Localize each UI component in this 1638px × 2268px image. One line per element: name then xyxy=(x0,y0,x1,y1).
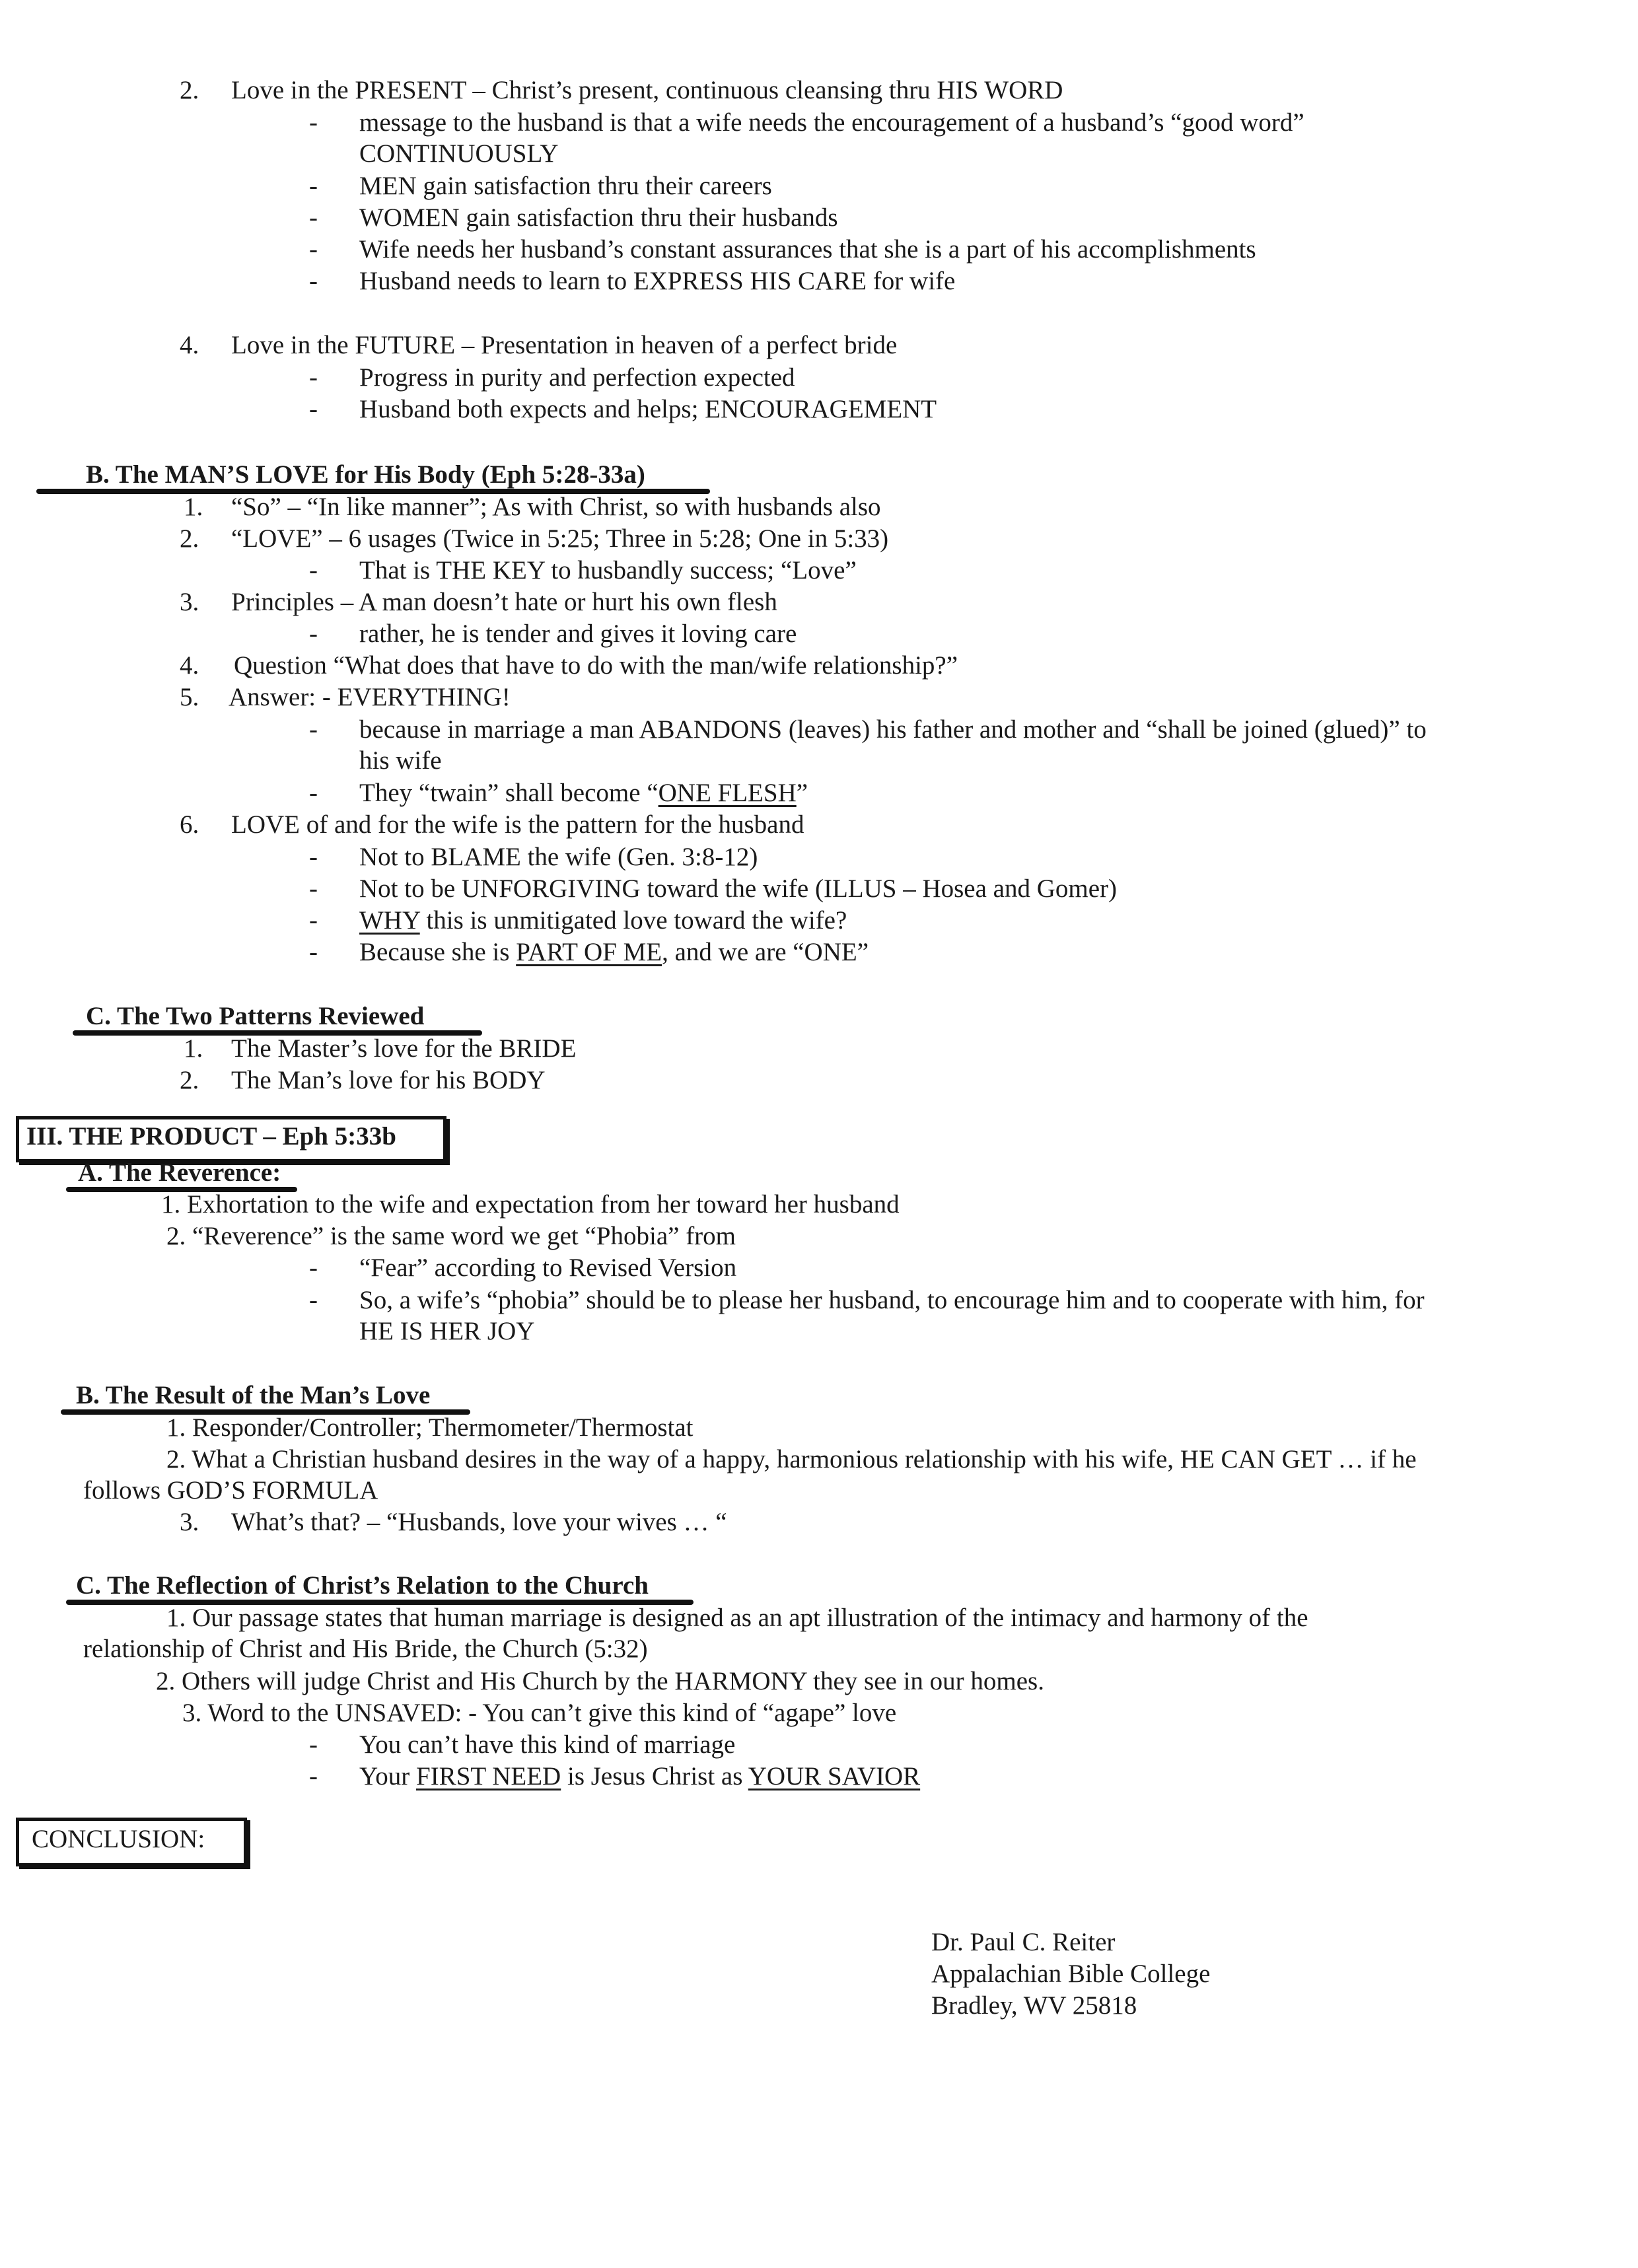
subsection-heading: C. The Reflection of Christ’s Relation to the Church xyxy=(76,1571,649,1600)
item-text: 2. Others will judge Christ and His Church by the HARMONY they see in our homes. xyxy=(156,1667,1044,1695)
item-number: 1. xyxy=(184,1034,203,1063)
item-text: 1. Our passage states that human marriage is designed as an apt illustration of the intimacy and harmony of the xyxy=(166,1604,1308,1632)
text-segment: Your xyxy=(359,1762,416,1790)
item-text-cont: relationship of Christ and His Bride, the Church (5:32) xyxy=(83,1635,648,1663)
bullet-text-cont: HE IS HER JOY xyxy=(359,1317,535,1345)
item-number: 6. xyxy=(180,810,199,839)
bullet-dash: - xyxy=(309,906,318,935)
bullet-text: That is THE KEY to husbandly success; “Love” xyxy=(359,556,857,585)
bullet-text: You can’t have this kind of marriage xyxy=(359,1730,736,1759)
bullet-text: rather, he is tender and gives it loving care xyxy=(359,620,797,648)
bullet-dash: - xyxy=(309,938,318,966)
bullet-dash: - xyxy=(309,235,318,264)
author-college: Appalachian Bible College xyxy=(931,1960,1211,1988)
author-address: Bradley, WV 25818 xyxy=(931,1991,1137,2020)
bullet-dash: - xyxy=(309,1762,318,1790)
text-segment: ” xyxy=(796,779,808,807)
bullet-text: Husband needs to learn to EXPRESS HIS CARE for wife xyxy=(359,267,956,295)
bullet-dash: - xyxy=(309,843,318,871)
subsection-heading: B. The Result of the Man’s Love xyxy=(76,1381,431,1409)
item-number: 2. xyxy=(180,76,199,104)
subsection-heading: A. The Reverence: xyxy=(78,1158,281,1187)
text-segment: They “twain” shall become “ xyxy=(359,779,659,807)
bullet-dash: - xyxy=(309,556,318,585)
bullet-text xyxy=(359,905,847,936)
author-name: Dr. Paul C. Reiter xyxy=(931,1928,1116,1956)
bullet-text: Wife needs her husband’s constant assurances that she is a part of his accomplishments xyxy=(359,235,1256,264)
underlined-text: FIRST NEED xyxy=(416,1762,561,1790)
item-number: 4. xyxy=(180,651,199,680)
item-text: “So” – “In like manner”; As with Christ, so with husbands also xyxy=(231,493,881,521)
item-number: 1. xyxy=(184,493,203,521)
bullet-dash: - xyxy=(309,1730,318,1759)
bullet-dash: - xyxy=(309,1254,318,1282)
item-text: Principles – A man doesn’t hate or hurt his own flesh xyxy=(231,588,777,616)
item-number: 2. xyxy=(180,1066,199,1094)
section-heading: B. The MAN’S LOVE for His Body (Eph 5:28-33a) xyxy=(86,460,645,489)
item-number: 2. xyxy=(180,524,199,553)
item-text: What’s that? – “Husbands, love your wives … “ xyxy=(231,1508,727,1536)
bullet-dash: - xyxy=(309,108,318,137)
item-text: 1. Responder/Controller; Thermometer/Thermostat xyxy=(166,1413,694,1442)
section-title: III. THE PRODUCT – Eph 5:33b xyxy=(26,1122,396,1151)
underlined-text: ONE FLESH xyxy=(658,779,797,807)
bullet-dash: - xyxy=(309,267,318,295)
item-text: 1. Exhortation to the wife and expectation from her toward her husband xyxy=(161,1190,900,1219)
item-text: Answer: - EVERYTHING! xyxy=(229,683,511,711)
bullet-text-cont: his wife xyxy=(359,746,442,775)
underlined-text: PART OF ME xyxy=(516,938,662,966)
item-text: 2. “Reverence” is the same word we get “Phobia” from xyxy=(166,1222,736,1250)
underlined-text: WHY xyxy=(359,906,420,935)
item-number: 5. xyxy=(180,683,199,711)
bullet-text xyxy=(359,778,808,808)
item-text: 3. Word to the UNSAVED: - You can’t give this kind of “agape” love xyxy=(182,1699,897,1727)
text-segment: Because she is xyxy=(359,938,516,966)
bullet-text: Progress in purity and perfection expected xyxy=(359,363,795,392)
bullet-text: Not to be UNFORGIVING toward the wife (ILLUS – Hosea and Gomer) xyxy=(359,874,1117,903)
item-number: 4. xyxy=(180,331,199,359)
item-text: LOVE of and for the wife is the pattern for the husband xyxy=(231,810,804,839)
bullet-text: Husband both expects and helps; ENCOURAGEMENT xyxy=(359,395,937,423)
bullet-dash: - xyxy=(309,874,318,903)
bullet-text: WOMEN gain satisfaction thru their husbands xyxy=(359,203,838,232)
section-heading: C. The Two Patterns Reviewed xyxy=(86,1002,425,1030)
item-love-future: Love in the FUTURE – Presentation in heaven of a perfect bride xyxy=(231,331,898,359)
conclusion-label: CONCLUSION: xyxy=(32,1825,205,1853)
bullet-dash: - xyxy=(309,395,318,423)
bullet-text: because in marriage a man ABANDONS (leaves) his father and mother and “shall be joined (glued)” to xyxy=(359,715,1427,744)
item-text: The Man’s love for his BODY xyxy=(231,1066,546,1094)
bullet-text: message to the husband is that a wife needs the encouragement of a husband’s “good word” xyxy=(359,108,1304,137)
text-segment: is Jesus Christ as xyxy=(561,1762,748,1790)
bullet-text: MEN gain satisfaction thru their careers xyxy=(359,172,772,200)
item-text-cont: follows GOD’S FORMULA xyxy=(83,1476,378,1505)
bullet-dash: - xyxy=(309,172,318,200)
item-number: 3. xyxy=(180,1508,199,1536)
bullet-dash: - xyxy=(309,779,318,807)
text-segment: this is unmitigated love toward the wife? xyxy=(419,906,847,935)
item-text: The Master’s love for the BRIDE xyxy=(231,1034,577,1063)
bullet-text: “Fear” according to Revised Version xyxy=(359,1254,737,1282)
bullet-text xyxy=(359,1761,920,1792)
bullet-dash: - xyxy=(309,620,318,648)
item-number: 3. xyxy=(180,588,199,616)
bullet-dash: - xyxy=(309,363,318,392)
item-love-present: Love in the PRESENT – Christ’s present, continuous cleansing thru HIS WORD xyxy=(231,76,1063,104)
item-text: 2. What a Christian husband desires in the way of a happy, harmonious relationship with his wife, HE CAN GET … if he xyxy=(166,1445,1417,1473)
bullet-text: Not to BLAME the wife (Gen. 3:8-12) xyxy=(359,843,758,871)
bullet-text: So, a wife’s “phobia” should be to please her husband, to encourage him and to cooperate with him, for xyxy=(359,1286,1425,1314)
item-text: “LOVE” – 6 usages (Twice in 5:25; Three in 5:28; One in 5:33) xyxy=(231,524,889,553)
underlined-text: YOUR SAVIOR xyxy=(748,1762,921,1790)
item-text: Question “What does that have to do with the man/wife relationship?” xyxy=(234,651,958,680)
text-segment: , and we are “ONE” xyxy=(662,938,869,966)
bullet-text-cont: CONTINUOUSLY xyxy=(359,139,559,168)
bullet-dash: - xyxy=(309,203,318,232)
bullet-dash: - xyxy=(309,715,318,744)
bullet-dash: - xyxy=(309,1286,318,1314)
bullet-text xyxy=(359,937,869,968)
